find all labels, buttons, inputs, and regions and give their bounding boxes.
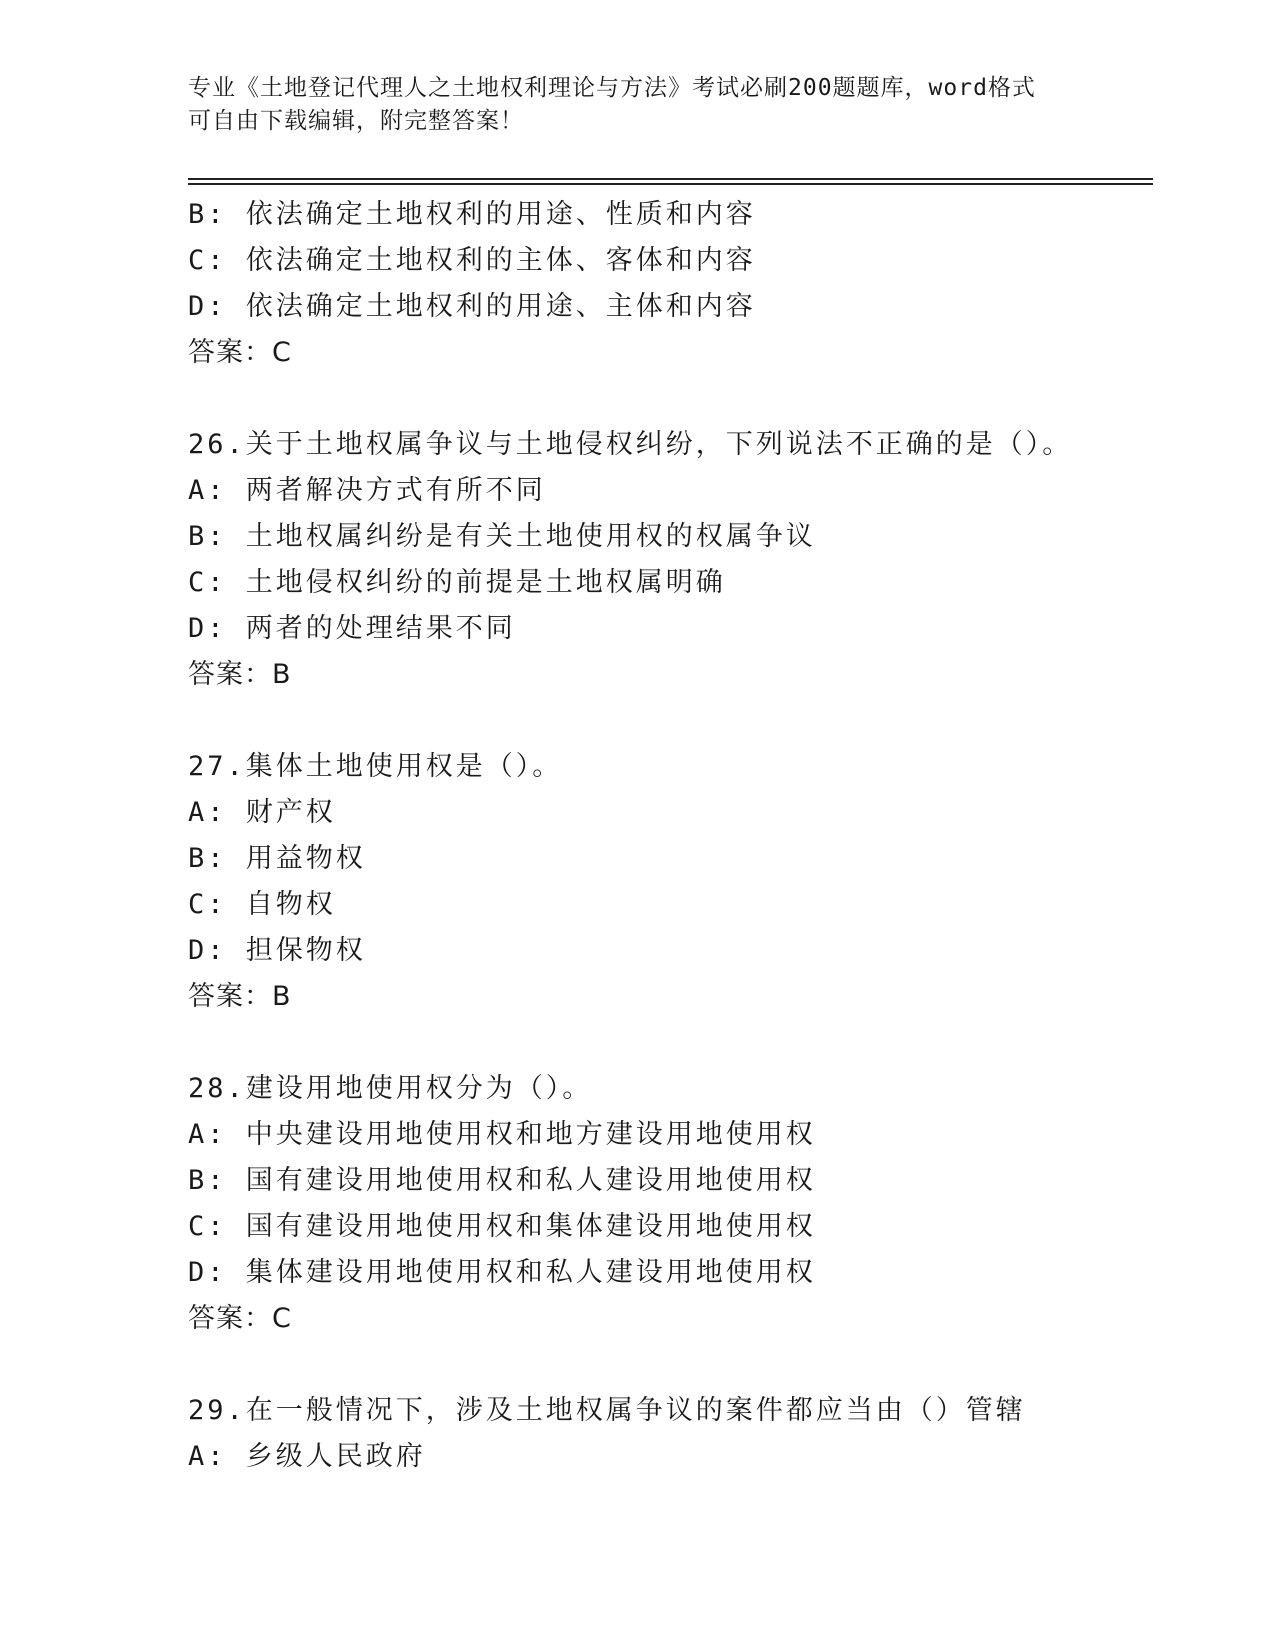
q26-option-a: A: 两者解决方式有所不同 bbox=[188, 475, 546, 506]
q29-question: 29.在一般情况下，涉及土地权属争议的案件都应当由（）管辖 bbox=[188, 1395, 1026, 1426]
question-25-block bbox=[188, 192, 1148, 376]
q26-option-c: C: 土地侵权纠纷的前提是土地权属明确 bbox=[188, 567, 726, 598]
q27-option-a: A: 财产权 bbox=[188, 797, 336, 828]
q26-question: 26.关于土地权属争议与土地侵权纠纷，下列说法不正确的是（）。 bbox=[188, 429, 1073, 460]
spacer bbox=[188, 1020, 1148, 1066]
q25-answer: 答案：C bbox=[188, 337, 292, 368]
document-header bbox=[188, 72, 1088, 138]
question-29-block bbox=[188, 1388, 1148, 1480]
header-divider-top bbox=[188, 178, 1153, 180]
question-27-block bbox=[188, 744, 1148, 1020]
spacer bbox=[188, 698, 1148, 744]
q28-option-b: B: 国有建设用地使用权和私人建设用地使用权 bbox=[188, 1165, 816, 1196]
question-list bbox=[188, 192, 1148, 1480]
q25-option-b: B: 依法确定土地权利的用途、性质和内容 bbox=[188, 199, 756, 230]
q28-question: 28.建设用地使用权分为（）。 bbox=[188, 1073, 593, 1104]
q25-option-d: D: 依法确定土地权利的用途、主体和内容 bbox=[188, 291, 756, 322]
q27-answer: 答案：B bbox=[188, 981, 292, 1012]
header-divider-bottom bbox=[188, 183, 1153, 185]
q28-option-c: C: 国有建设用地使用权和集体建设用地使用权 bbox=[188, 1211, 816, 1242]
spacer bbox=[188, 1342, 1148, 1388]
q28-answer: 答案：C bbox=[188, 1303, 292, 1334]
q27-option-b: B: 用益物权 bbox=[188, 843, 366, 874]
question-28-block bbox=[188, 1066, 1148, 1342]
header-line-1: 专业《土地登记代理人之土地权利理论与方法》考试必刷200题题库，word格式 bbox=[188, 75, 1036, 101]
q28-option-d: D: 集体建设用地使用权和私人建设用地使用权 bbox=[188, 1257, 816, 1288]
spacer bbox=[188, 376, 1148, 422]
q29-option-a: A: 乡级人民政府 bbox=[188, 1441, 426, 1472]
q27-option-c: C: 自物权 bbox=[188, 889, 336, 920]
q28-option-a: A: 中央建设用地使用权和地方建设用地使用权 bbox=[188, 1119, 816, 1150]
question-26-block bbox=[188, 422, 1148, 698]
header-line-2: 可自由下载编辑，附完整答案！ bbox=[188, 108, 524, 134]
q25-option-c: C: 依法确定土地权利的主体、客体和内容 bbox=[188, 245, 756, 276]
q26-answer: 答案：B bbox=[188, 659, 292, 690]
q26-option-d: D: 两者的处理结果不同 bbox=[188, 613, 516, 644]
q27-question: 27.集体土地使用权是（）。 bbox=[188, 751, 563, 782]
q27-option-d: D: 担保物权 bbox=[188, 935, 366, 966]
q26-option-b: B: 土地权属纠纷是有关土地使用权的权属争议 bbox=[188, 521, 816, 552]
